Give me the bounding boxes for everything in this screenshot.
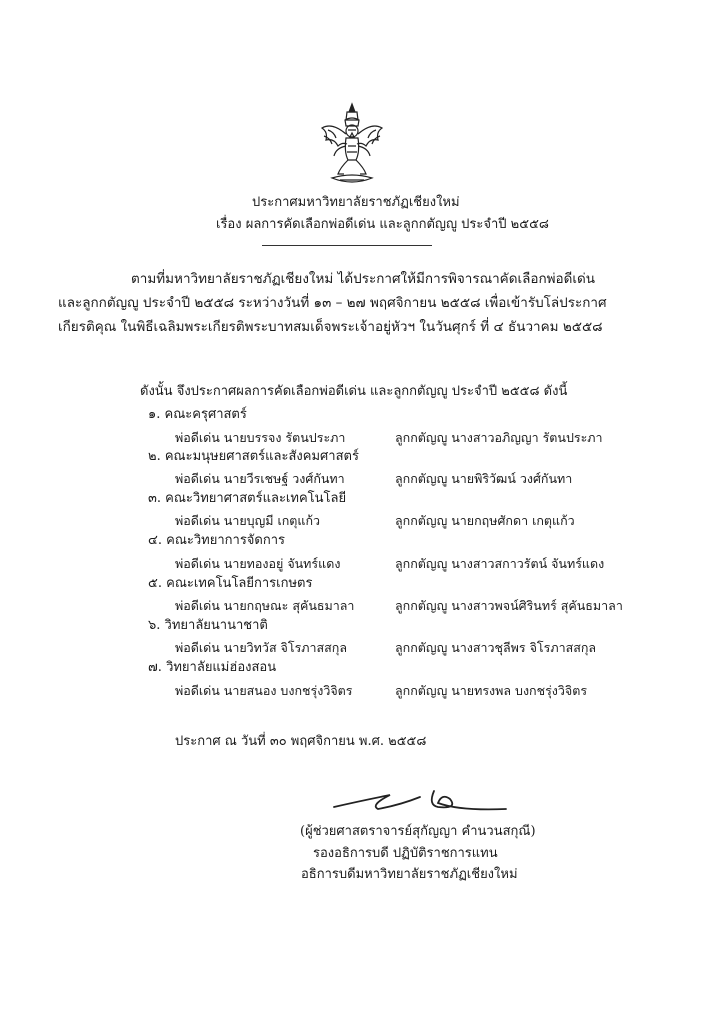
child-entry: ลูกกตัญญู นางสาวชุลีพร จิโรภาสสกุล	[395, 640, 597, 655]
title-divider	[262, 245, 432, 246]
faculty-heading: ๒. คณะมนุษยศาสตร์และสังคมศาสตร์	[148, 449, 359, 464]
announcement-subject: เรื่อง ผลการคัดเลือกพ่อดีเด่น และลูกกตัญญู ประจำปี ๒๕๕๘	[216, 217, 549, 232]
father-entry: พ่อดีเด่น นายทองอยู่ จันทร์แดง	[175, 556, 341, 571]
paragraph-line: ตามที่มหาวิทยาลัยราชภัฏเชียงใหม่ ได้ประกาศให้มีการพิจารณาคัดเลือกพ่อดีเด่น	[131, 271, 596, 287]
faculty-heading: ๔. คณะวิทยาการจัดการ	[148, 533, 286, 548]
child-entry: ลูกกตัญญู นายพิริวัฒน์ วงศ์กันทา	[395, 471, 573, 486]
father-entry: พ่อดีเด่น นายวีรเชษฐ์ วงศ์กันทา	[175, 471, 345, 486]
intro-line: ดังนั้น จึงประกาศผลการคัดเลือกพ่อดีเด่น และลูกกตัญญู ประจำปี ๒๕๕๘ ดังนี้	[140, 384, 568, 399]
father-entry: พ่อดีเด่น นายวิทวัส จิโรภาสสกุล	[175, 640, 348, 655]
signature-icon	[330, 785, 510, 817]
child-entry: ลูกกตัญญู นายทรงพล บงกชรุ่งวิจิตร	[395, 683, 588, 698]
father-entry: พ่อดีเด่น นายบรรจง รัตนประภา	[175, 430, 346, 445]
announcement-title: ประกาศมหาวิทยาลัยราชภัฏเชียงใหม่	[252, 195, 460, 210]
faculty-heading: ๕. คณะเทคโนโลยีการเกษตร	[148, 576, 313, 591]
paragraph-line: เกียรติคุณ ในพิธีเฉลิมพระเกียรติพระบาทสมเด็จพระเจ้าอยู่หัวฯ ในวันศุกร์ ที่ ๔ ธันวาคม ๒๕๕๘	[58, 319, 603, 335]
garuda-emblem-icon	[318, 102, 386, 188]
child-entry: ลูกกตัญญู นางสาวพจน์ศิรินทร์ สุคันธมาลา	[395, 598, 623, 613]
child-entry: ลูกกตัญญู นางสาวสกาวรัตน์ จันทร์แดง	[395, 556, 605, 571]
announce-date: ประกาศ ณ วันที่ ๓๐ พฤศจิกายน พ.ศ. ๒๕๕๘	[175, 734, 427, 749]
paragraph-line: และลูกกตัญญู ประจำปี ๒๕๕๘ ระหว่างวันที่ ๑๓ – ๒๗ พฤศจิกายน ๒๕๕๘ เพื่อเข้ารับโล่ประกาศ	[58, 295, 607, 311]
father-entry: พ่อดีเด่น นายกฤษณะ สุคันธมาลา	[175, 598, 355, 613]
father-entry: พ่อดีเด่น นายสนอง บงกชรุ่งวิจิตร	[175, 683, 353, 698]
faculty-heading: ๑. คณะครุศาสตร์	[148, 407, 247, 422]
child-entry: ลูกกตัญญู นางสาวอภิญญา รัตนประภา	[395, 430, 603, 445]
faculty-heading: ๖. วิทยาลัยนานาชาติ	[148, 618, 268, 633]
child-entry: ลูกกตัญญู นายกฤษศักดา เกตุแก้ว	[395, 513, 575, 528]
signer-position: รองอธิการบดี ปฏิบัติราชการแทน	[313, 846, 498, 861]
body-paragraph	[58, 267, 670, 339]
faculty-heading: ๗. วิทยาลัยแม่ฮ่องสอน	[148, 660, 277, 675]
signer-name: (ผู้ช่วยศาสตราจารย์สุกัญญา คำนวนสกุณี)	[300, 824, 536, 839]
faculty-heading: ๓. คณะวิทยาศาสตร์และเทคโนโลยี	[148, 491, 347, 506]
father-entry: พ่อดีเด่น นายบุญมี เกตุแก้ว	[175, 513, 321, 528]
signer-position: อธิการบดีมหาวิทยาลัยราชภัฏเชียงใหม่	[301, 867, 518, 882]
